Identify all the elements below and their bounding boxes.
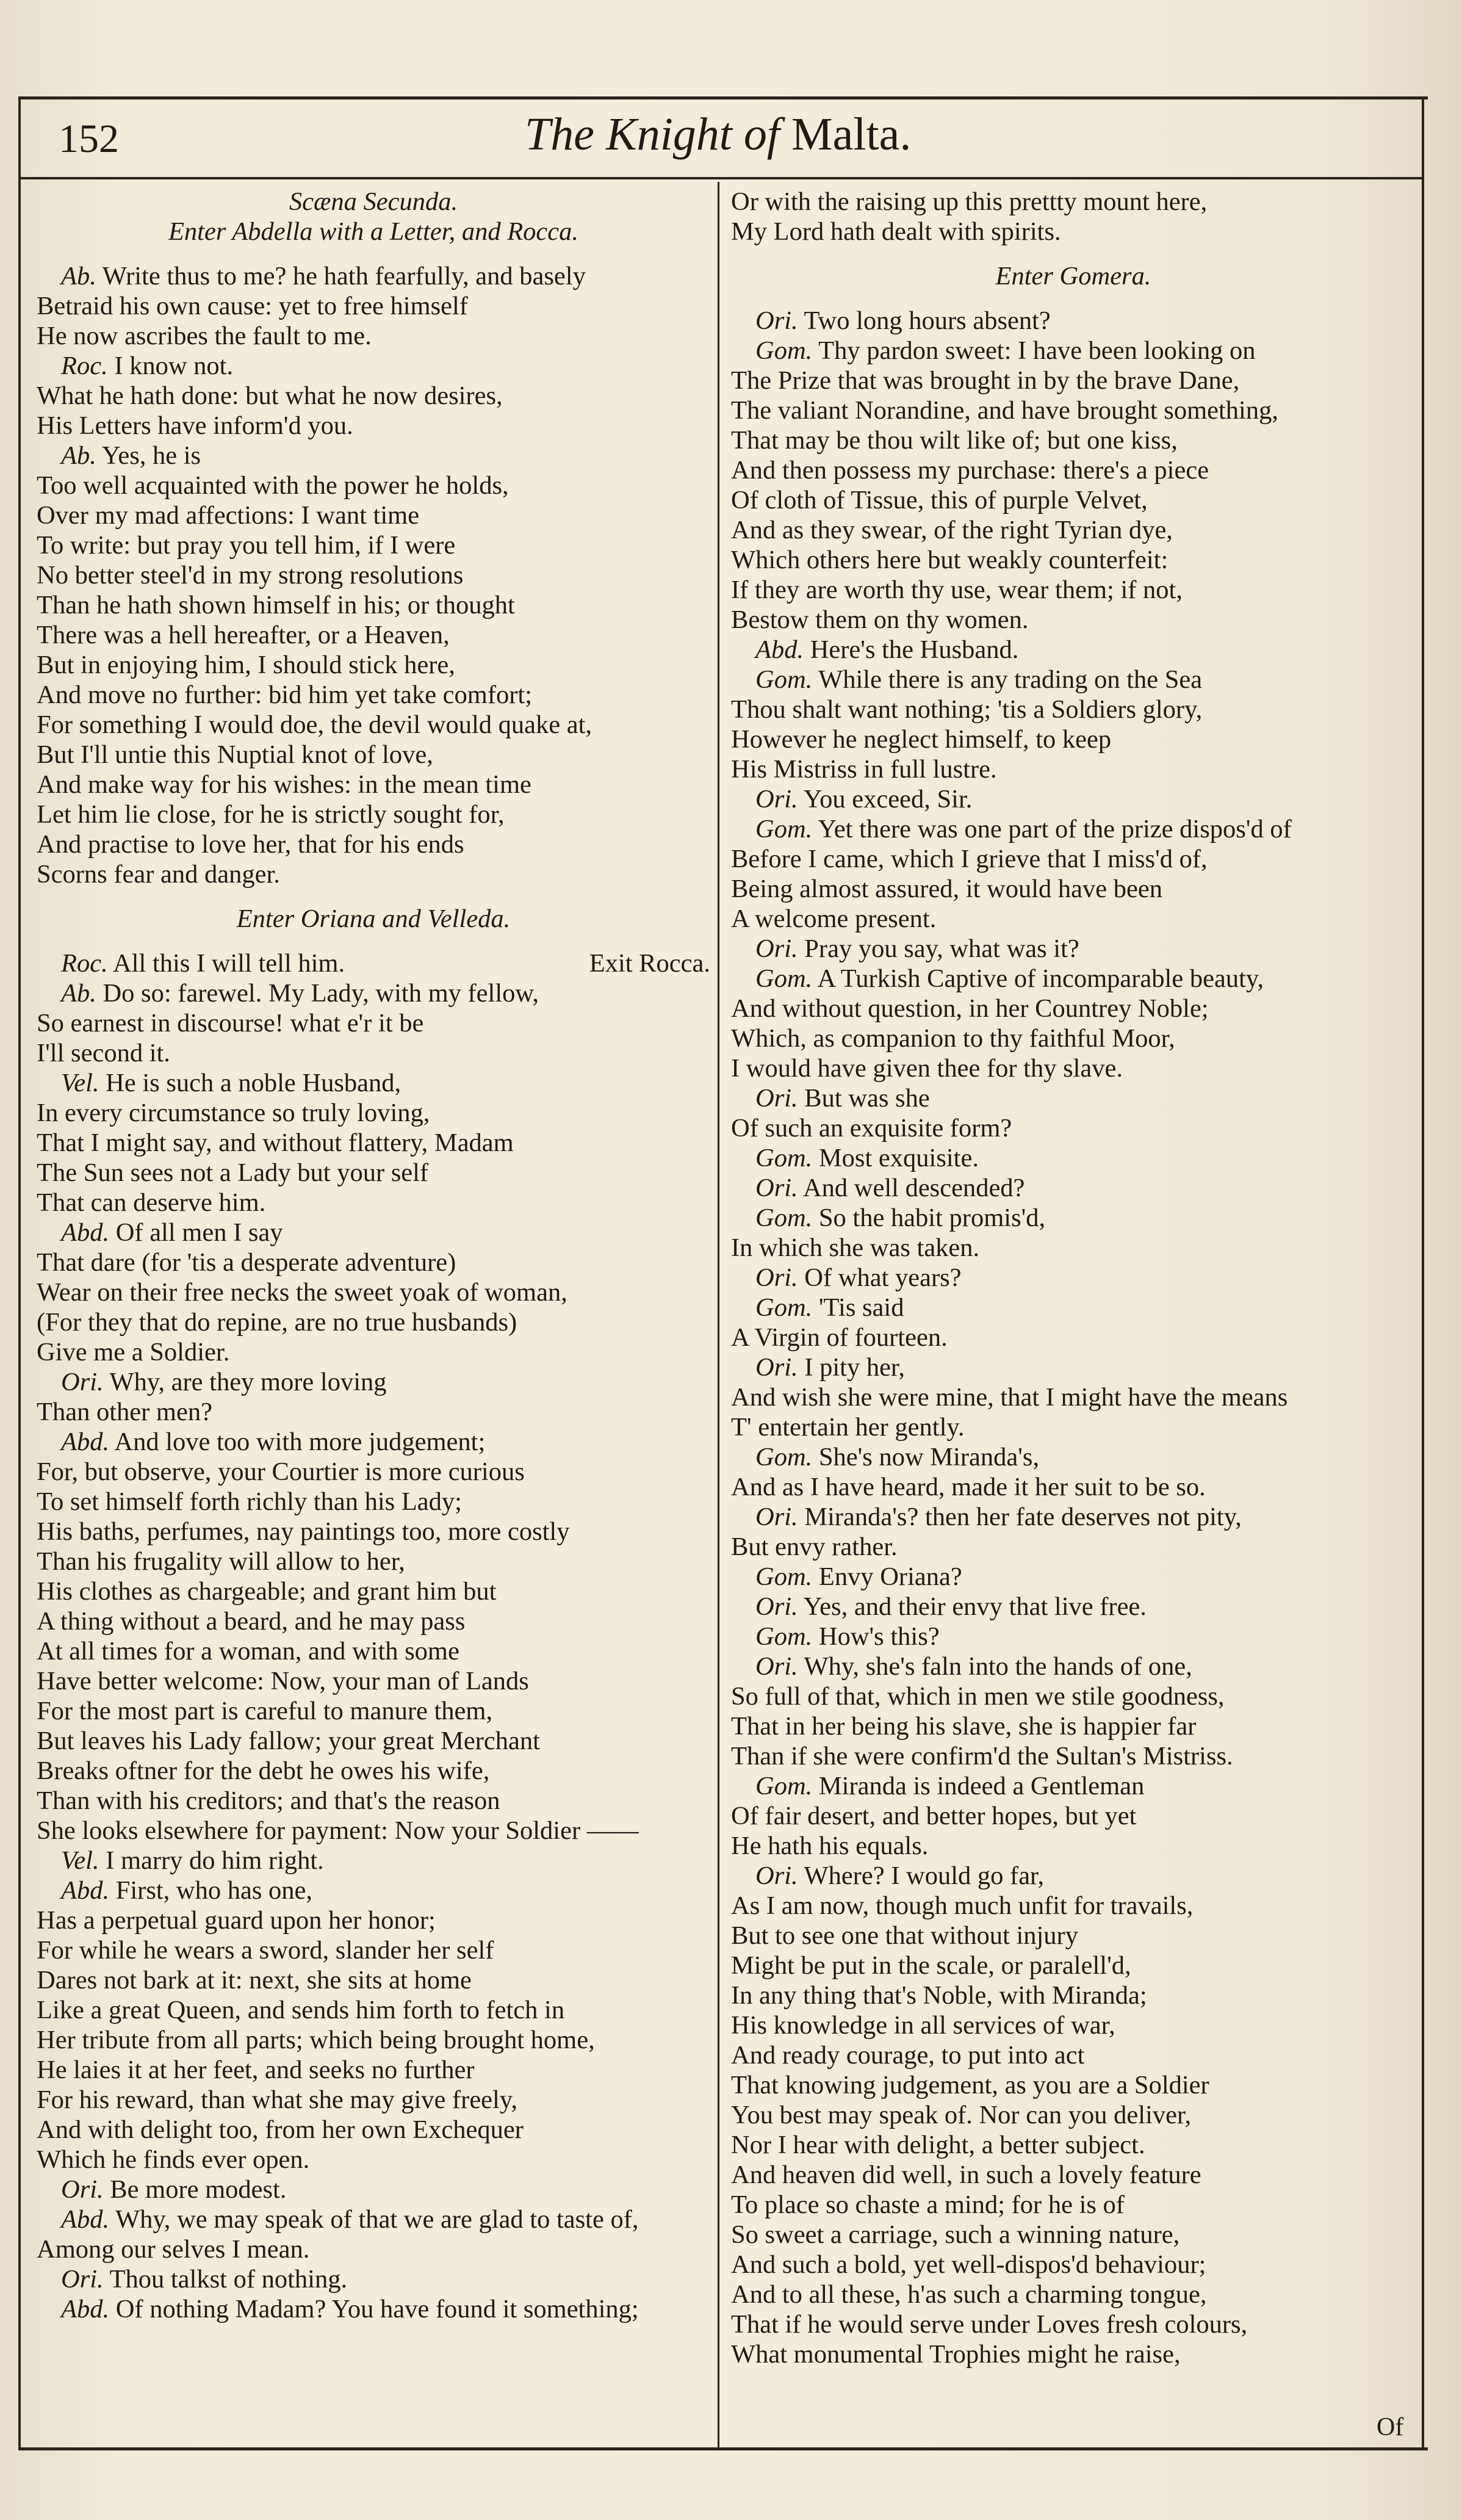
verse-line: But leaves his Lady fallow; your great Merchant [37, 1727, 540, 1755]
verse-text: Thou talkst of nothing. [109, 2265, 348, 2294]
stage-heading: Scæna Secunda. [289, 187, 458, 216]
verse-line: To write: but pray you tell him, if I were [37, 531, 456, 560]
speech-line [731, 1861, 1416, 1891]
speaker-prefix: Gom. [755, 1204, 813, 1232]
verse-line: Give me a Soldier. [37, 1338, 230, 1367]
verse-line: And without question, in her Countrey Noble; [731, 994, 1209, 1023]
speech-line [731, 1263, 1416, 1293]
column-divider [718, 182, 719, 2447]
running-title [525, 105, 911, 164]
verse-line: Bestow them on thy women. [731, 605, 1029, 634]
verse-line: So earnest in discourse! what e'r it be [37, 1009, 424, 1038]
verse-line: The Sun sees not a Lady but your self [37, 1158, 429, 1187]
verse-line: She looks elsewhere for payment: Now your Soldier —— [37, 1816, 639, 1845]
verse-line: A Virgin of fourteen. [731, 1323, 948, 1352]
verse-line: A welcome present. [731, 904, 937, 933]
verse-text: He is such a noble Husband, [106, 1069, 402, 1097]
verse-text: Why, are they more loving [109, 1368, 387, 1396]
speech-line [731, 336, 1416, 366]
verse-line: What monumental Trophies might he raise, [731, 2340, 1181, 2369]
verse-line: There was a hell hereafter, or a Heaven, [37, 621, 450, 649]
catchword: Of [1377, 2413, 1404, 2441]
speech-line [731, 784, 1416, 814]
speaker-prefix: Ori. [755, 1263, 798, 1292]
verse-text: Of nothing Madam? You have found it something; [115, 2295, 639, 2323]
speech-line [37, 441, 710, 471]
speech-line [37, 2175, 710, 2204]
verse-line: The valiant Norandine, and have brought something, [731, 396, 1278, 425]
verse-line: He hath his equals. [731, 1832, 929, 1860]
verse-line: In which she was taken. [731, 1233, 980, 1262]
speech-line [37, 2204, 710, 2234]
speaker-prefix: Gom. [755, 1443, 813, 1471]
verse-line: To set himself forth richly than his Lady; [37, 1487, 462, 1516]
speech-line [37, 2294, 710, 2324]
verse-line: His baths, perfumes, nay paintings too, more costly [37, 1517, 570, 1546]
verse-text: Thy pardon sweet: I have been looking on [818, 336, 1256, 365]
verse-line: In every circumstance so truly loving, [37, 1099, 430, 1127]
verse-line: Might be put in the scale, or paralell'd, [731, 1951, 1131, 1980]
verse-line: Or with the raising up this prettty mount here, [731, 187, 1208, 216]
speaker-prefix: Gom. [755, 1144, 813, 1172]
verse-line: That if he would serve under Loves fresh colours, [731, 2310, 1248, 2339]
speech-line [37, 2264, 710, 2294]
spacer [37, 889, 710, 904]
verse-line: But to see one that without injury [731, 1921, 1078, 1950]
speech-line [731, 1352, 1416, 1382]
verse-text: You exceed, Sir. [803, 785, 973, 814]
verse-line: Than other men? [37, 1398, 212, 1426]
speech-line [731, 635, 1416, 665]
verse-text: Be more modest. [110, 2175, 287, 2204]
speaker-prefix: Ab. [61, 262, 96, 291]
verse-line: If they are worth thy use, wear them; if not, [731, 576, 1183, 604]
verse-text: Miranda is indeed a Gentleman [818, 1772, 1145, 1800]
verse-line: Scorns fear and danger. [37, 860, 280, 889]
speaker-prefix: Ori. [61, 2175, 104, 2204]
verse-line: For the most part is careful to manure them, [37, 1697, 493, 1725]
speaker-prefix: Abd. [755, 635, 804, 664]
verse-line: The Prize that was brought in by the brave Dane, [731, 366, 1240, 395]
speech-line [37, 351, 710, 381]
speech-line [37, 978, 710, 1008]
speaker-prefix: Ori. [755, 1353, 798, 1382]
verse-line: Like a great Queen, and sends him forth to fetch in [37, 1996, 565, 2024]
verse-line: To place so chaste a mind; for he is of [731, 2190, 1125, 2219]
verse-text: Why, she's faln into the hands of one, [804, 1652, 1192, 1681]
verse-line: My Lord hath dealt with spirits. [731, 217, 1061, 246]
verse-text: Do so: farewel. My Lady, with my fellow, [103, 979, 539, 1008]
verse-text: She's now Miranda's, [818, 1443, 1040, 1471]
spacer [37, 247, 710, 261]
verse-line: For his reward, than what she may give freely, [37, 2085, 517, 2114]
verse-line: Betraid his own cause: yet to free himself [37, 292, 468, 320]
speech-line [731, 1622, 1416, 1652]
verse-line: And as I have heard, made it her suit to be so. [731, 1473, 1206, 1501]
verse-text: Of what years? [804, 1263, 962, 1292]
stage-heading: Enter Oriana and Velleda. [236, 904, 511, 933]
verse-text: 'Tis said [818, 1293, 904, 1322]
frame-bottom-rule [18, 2447, 1428, 2450]
verse-line: So sweet a carriage, such a winning nature, [731, 2220, 1180, 2249]
verse-line: T' entertain her gently. [731, 1413, 965, 1442]
speech-line [731, 1293, 1416, 1323]
speech-line [731, 665, 1416, 695]
verse-line: A thing without a beard, and he may pass [37, 1607, 466, 1636]
verse-line: That dare (for 'tis a desperate adventure) [37, 1248, 456, 1277]
speech-line [37, 1876, 710, 1905]
verse-text: And love too with more judgement; [114, 1428, 486, 1456]
verse-line: And wish she were mine, that I might have the means [731, 1383, 1288, 1412]
verse-text: Here's the Husband. [810, 635, 1019, 664]
verse-text: But was she [804, 1084, 930, 1113]
exit-direction: Exit Rocca. [589, 949, 710, 978]
verse-line: For while he wears a sword, slander her self [37, 1936, 494, 1965]
verse-line: And then possess my purchase: there's a piece [731, 456, 1209, 485]
speech-line [731, 1442, 1416, 1472]
verse-line: Breaks oftner for the debt he owes his wife, [37, 1756, 490, 1785]
speech-line [731, 1771, 1416, 1801]
speech-line [731, 934, 1416, 964]
verse-line: In any thing that's Noble, with Miranda; [731, 1981, 1147, 2010]
speaker-prefix: Vel. [61, 1069, 99, 1097]
verse-line: He laies it at her feet, and seeks no further [37, 2056, 475, 2084]
verse-line: (For they that do repine, are no true husbands) [37, 1308, 517, 1337]
speech-line [731, 1562, 1416, 1592]
verse-line: And ready courage, to put into act [731, 2041, 1085, 2070]
speaker-prefix: Ori. [755, 1861, 798, 1890]
verse-line: What he hath done: but what he now desires, [37, 381, 503, 410]
speech-line [731, 1083, 1416, 1113]
speaker-prefix: Ab. [61, 979, 96, 1008]
verse-line: Before I came, which I grieve that I miss'd of, [731, 845, 1208, 873]
verse-line: As I am now, though much unfit for travails, [731, 1891, 1194, 1920]
verse-line: But envy rather. [731, 1533, 898, 1561]
verse-line: And make way for his wishes: in the mean time [37, 770, 531, 799]
verse-line: At all times for a woman, and with some [37, 1637, 459, 1666]
speaker-prefix: Gom. [755, 964, 813, 993]
left-column [37, 187, 710, 2324]
verse-text: And well descended? [802, 1174, 1025, 1202]
speaker-prefix: Gom. [755, 1562, 813, 1591]
verse-text: While there is any trading on the Sea [818, 665, 1203, 694]
verse-text: I pity her, [804, 1353, 906, 1382]
verse-line: Than with his creditors; and that's the reason [37, 1786, 500, 1815]
verse-text: Pray you say, what was it? [804, 934, 1079, 963]
speaker-prefix: Ori. [755, 934, 798, 963]
verse-line: Which he finds ever open. [37, 2145, 310, 2174]
verse-text: Why, we may speak of that we are glad to taste of, [115, 2205, 639, 2234]
speaker-prefix: Gom. [755, 1772, 813, 1800]
speech-line [731, 1502, 1416, 1532]
speaker-prefix: Ori. [755, 306, 798, 335]
verse-line: And heaven did well, in such a lovely feature [731, 2161, 1201, 2189]
verse-line: And practise to love her, that for his ends [37, 830, 464, 859]
verse-text: Of all men I say [115, 1218, 283, 1247]
speech-line [731, 1592, 1416, 1622]
verse-line: Being almost assured, it would have been [731, 875, 1162, 903]
verse-line: Of cloth of Tissue, this of purple Velvet, [731, 486, 1148, 514]
verse-line: Of fair desert, and better hopes, but yet [731, 1802, 1137, 1830]
verse-line: So full of that, which in men we stile goodness, [731, 1682, 1225, 1711]
verse-line: That in her being his slave, she is happier far [731, 1712, 1197, 1741]
verse-text: First, who has one, [115, 1876, 312, 1905]
verse-line: That I might say, and without flattery, Madam [37, 1128, 514, 1157]
speech-line [731, 1652, 1416, 1681]
verse-line: You best may speak of. Nor can you deliver, [731, 2101, 1192, 2129]
verse-line: That can deserve him. [37, 1188, 266, 1217]
verse-line: Over my mad affections: I want time [37, 501, 420, 530]
speaker-prefix: Gom. [755, 1293, 813, 1322]
speech-line [731, 1143, 1416, 1173]
verse-line: For something I would doe, the devil would quake at, [37, 710, 592, 739]
verse-line: But in enjoying him, I should stick here, [37, 651, 455, 679]
verse-line: Among our selves I mean. [37, 2235, 310, 2264]
verse-line: No better steel'd in my strong resolutions [37, 561, 464, 590]
spacer [731, 291, 1416, 306]
verse-text: I know not. [114, 352, 234, 380]
verse-line: Nor I hear with delight, a better subject. [731, 2131, 1145, 2159]
speaker-prefix: Vel. [61, 1846, 99, 1875]
frame-left-rule [18, 96, 21, 2449]
speaker-prefix: Ori. [61, 2265, 104, 2294]
verse-line: And move no further: bid him yet take comfort; [37, 681, 533, 709]
speaker-prefix: Ori. [755, 1174, 798, 1202]
speaker-prefix: Abd. [61, 2205, 110, 2234]
verse-text: How's this? [818, 1622, 940, 1651]
verse-line: Of such an exquisite form? [731, 1114, 1012, 1143]
verse-line: His knowledge in all services of war, [731, 2011, 1115, 2040]
speech-line [37, 261, 710, 291]
verse-line: He now ascribes the fault to me. [37, 322, 372, 350]
running-title-roman: Malta. [791, 109, 912, 160]
verse-text: Most exquisite. [818, 1144, 979, 1172]
verse-line: Which others here but weakly counterfeit: [731, 546, 1169, 574]
speech-line [37, 1427, 710, 1457]
speaker-prefix: Gom. [755, 815, 813, 843]
speech-line [37, 1846, 710, 1876]
verse-text: Envy Oriana? [818, 1562, 962, 1591]
speaker-prefix: Roc. [61, 949, 108, 978]
speaker-prefix: Ori. [755, 1084, 798, 1113]
verse-line: His clothes as chargeable; and grant him but [37, 1577, 497, 1606]
speech-line [731, 814, 1416, 844]
verse-line: His Mistriss in full lustre. [731, 755, 997, 784]
verse-line: Thou shalt want nothing; 'tis a Soldiers glory, [731, 695, 1203, 724]
speech-line [731, 306, 1416, 336]
verse-line: However he neglect himself, to keep [731, 725, 1112, 754]
verse-line: And to all these, h'as such a charming tongue, [731, 2280, 1207, 2309]
verse-text: All this I will tell him. [112, 949, 345, 978]
speaker-prefix: Ori. [755, 785, 798, 814]
verse-line: And as they swear, of the right Tyrian dye, [731, 516, 1173, 544]
speaker-prefix: Ab. [61, 441, 96, 470]
verse-line: Than his frugality will allow to her, [37, 1547, 405, 1576]
frame-top-rule [18, 96, 1428, 99]
speaker-prefix: Gom. [755, 336, 813, 365]
verse-line: Has a perpetual guard upon her honor; [37, 1906, 436, 1935]
verse-line: Let him lie close, for he is strictly sought for, [37, 800, 505, 829]
verse-line: That knowing judgement, as you are a Soldier [731, 2071, 1209, 2099]
verse-text: So the habit promis'd, [818, 1204, 1046, 1232]
verse-text: Write thus to me? he hath fearfully, and basely [102, 262, 586, 291]
speaker-prefix: Abd. [61, 2295, 110, 2323]
verse-line: His Letters have inform'd you. [37, 411, 353, 440]
verse-line: Dares not bark at it: next, she sits at home [37, 1966, 472, 1995]
verse-line: And with delight too, from her own Exchequer [37, 2115, 524, 2144]
spacer [731, 247, 1416, 261]
verse-line: But I'll untie this Nuptial knot of love, [37, 740, 433, 769]
speech-line [731, 1203, 1416, 1233]
verse-line: Than if she were confirm'd the Sultan's Mistriss. [731, 1742, 1233, 1771]
verse-line: For, but observe, your Courtier is more curious [37, 1457, 525, 1486]
verse-line: Too well acquainted with the power he holds, [37, 471, 509, 500]
verse-line: Wear on their free necks the sweet yoak of woman, [37, 1278, 567, 1307]
speech-line [37, 1218, 710, 1247]
stage-heading: Enter Gomera. [995, 262, 1151, 291]
verse-line: Than he hath shown himself in his; or thought [37, 591, 515, 619]
speech-line [37, 1367, 710, 1397]
speaker-prefix: Ori. [755, 1592, 798, 1621]
speaker-prefix: Ori. [755, 1652, 798, 1681]
speaker-prefix: Abd. [61, 1428, 110, 1456]
verse-text: Yes, he is [101, 441, 201, 470]
speaker-prefix: Roc. [61, 352, 108, 380]
verse-line: Which, as companion to thy faithful Moor, [731, 1024, 1175, 1053]
verse-line: And such a bold, yet well-dispos'd behaviour; [731, 2250, 1206, 2279]
verse-text: Yes, and their envy that live free. [803, 1592, 1147, 1621]
speaker-prefix: Ori. [61, 1368, 104, 1396]
speech-line [731, 1173, 1416, 1203]
page-number: 152 [59, 117, 119, 161]
verse-line: I would have given thee for thy slave. [731, 1054, 1123, 1083]
spacer [37, 934, 710, 948]
speaker-prefix: Gom. [755, 665, 813, 694]
header-rule [18, 177, 1424, 179]
running-title-italic: The Knight of [525, 109, 780, 160]
verse-line: Have better welcome: Now, your man of Lands [37, 1667, 529, 1695]
verse-text: Where? I would go far, [804, 1861, 1045, 1890]
speech-line [37, 948, 710, 978]
verse-text: A Turkish Captive of incomparable beauty, [817, 964, 1264, 993]
verse-text: I marry do him right. [106, 1846, 324, 1875]
verse-text: Yet there was one part of the prize dispos'd of [818, 815, 1292, 843]
verse-text: Miranda's? then her fate deserves not pity, [804, 1503, 1242, 1531]
right-column [731, 187, 1416, 2369]
speech-line [731, 964, 1416, 994]
speaker-prefix: Abd. [61, 1218, 110, 1247]
verse-line: Her tribute from all parts; which being brought home, [37, 2026, 595, 2054]
speaker-prefix: Abd. [61, 1876, 110, 1905]
verse-line: I'll second it. [37, 1039, 170, 1067]
verse-line: That may be thou wilt like of; but one kiss, [731, 426, 1178, 455]
speaker-prefix: Gom. [755, 1622, 813, 1651]
verse-text: Two long hours absent? [804, 306, 1051, 335]
frame-right-rule [1422, 96, 1424, 2449]
speech-line [37, 1068, 710, 1098]
speaker-prefix: Ori. [755, 1503, 798, 1531]
stage-heading: Enter Abdella with a Letter, and Rocca. [168, 217, 579, 246]
